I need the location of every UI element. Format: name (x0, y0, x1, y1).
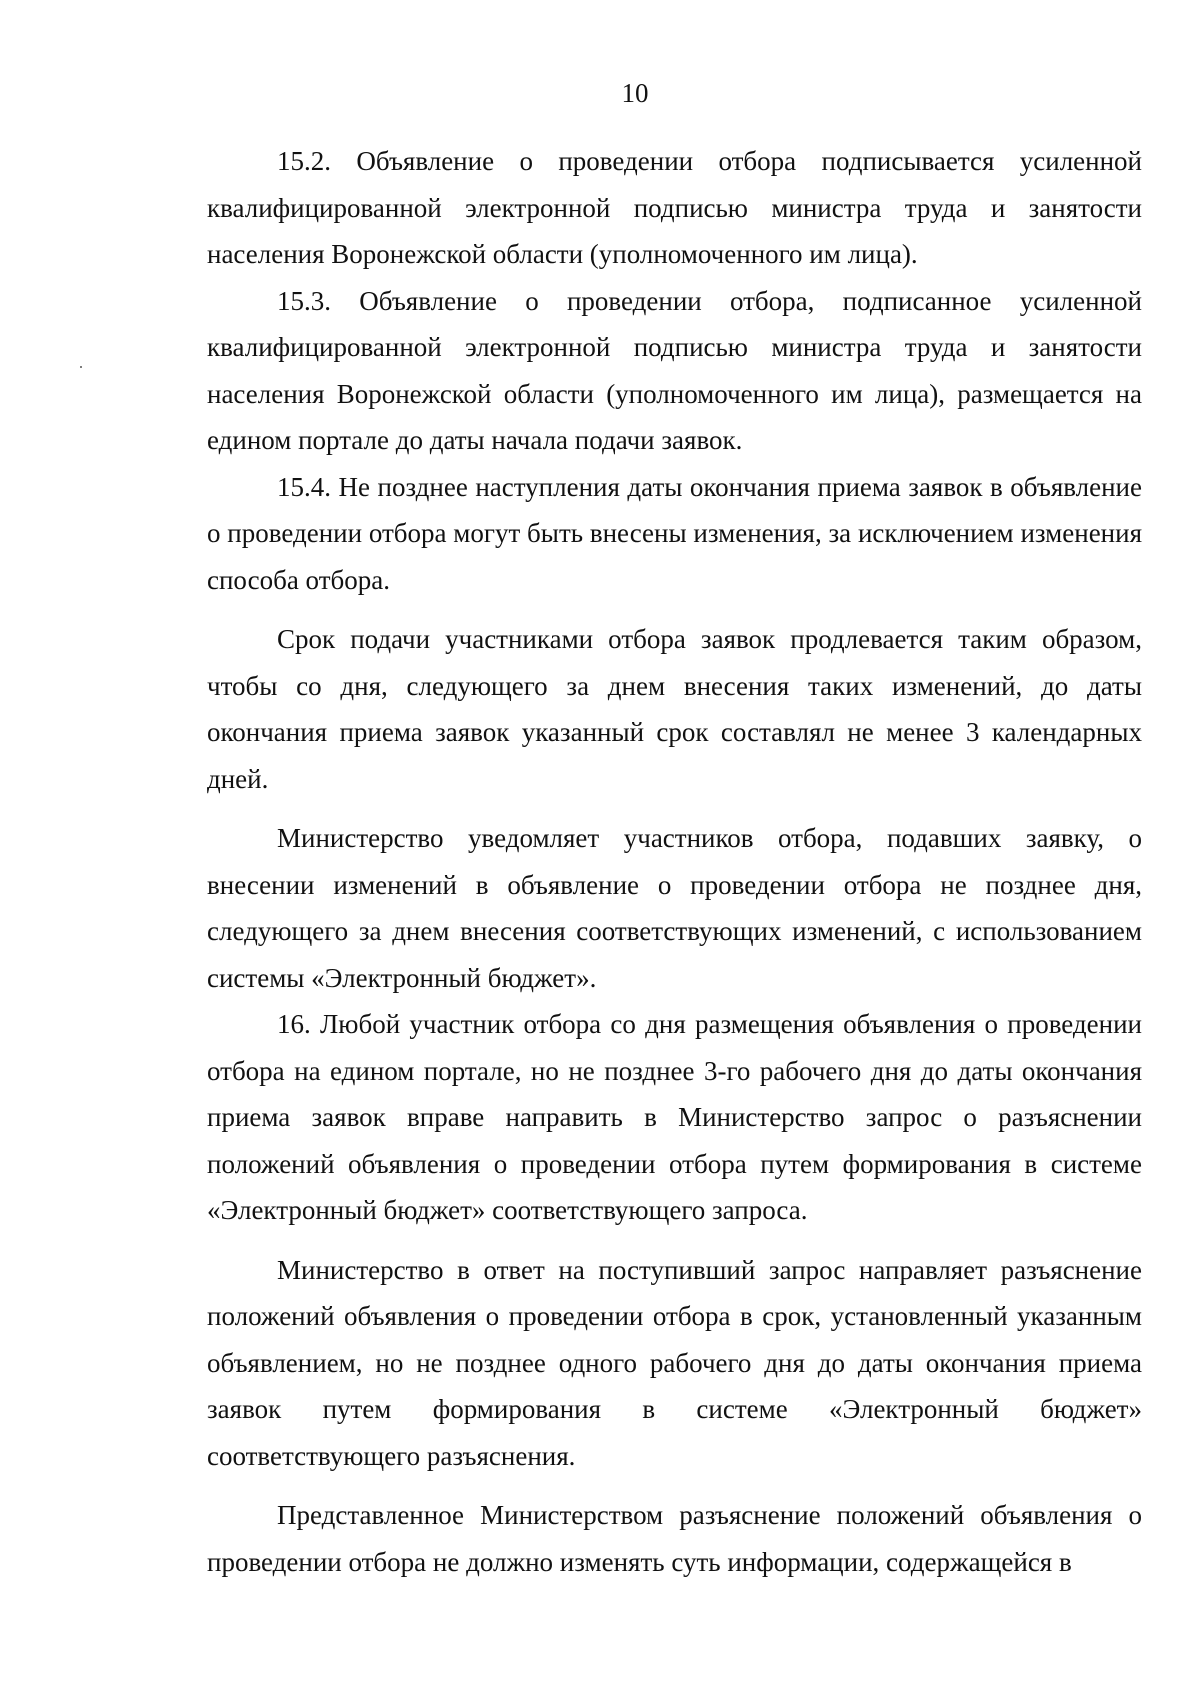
paragraph-15-3: 15.3. Объявление о проведении отбора, подписанное усиленной квалифицированной электронной подписью министра труда и занятости населения Воронежской области (уполномоченного им лица), размещается на едином портале до даты начала подачи заявок. (207, 285, 1142, 455)
paragraph-ministry-notifies: Министерство уведомляет участников отбора, подавших заявку, о внесении изменений в объявление о проведении отбора не позднее дня, следующего за днем внесения соответствующих изменений, с использованием системы «Электронный бюджет». (207, 823, 1142, 993)
page-number: 10 (621, 78, 649, 108)
paragraph-ministry-response: Министерство в ответ на поступивший запрос направляет разъяснение положений объявления о проведении отбора в срок, установленный указанным объявлением, но не позднее одного рабочего дня до даты окончания приема заявок путем формирования в системе «Электронный бюджет» соответствующего разъяснения. (207, 1254, 1142, 1471)
paragraph-15-4: 15.4. Не позднее наступления даты окончания приема заявок в объявление о проведении отбора могут быть внесены изменения, за исключением изменения способа отбора. (207, 471, 1142, 595)
paragraph-16: 16. Любой участник отбора со дня размещения объявления о проведении отбора на едином портале, но не позднее 3-го рабочего дня до даты окончания приема заявок вправе направить в Министерство запрос о разъяснении положений объявления о проведении отбора путем формирования в системе «Электронный бюджет» соответствующего запроса. (207, 1009, 1142, 1225)
scan-speck (80, 366, 82, 368)
document-body (207, 138, 1142, 1585)
paragraph-deadline-extension: Срок подачи участниками отбора заявок продлевается таким образом, чтобы со дня, следующего за днем внесения таких изменений, до даты окончания приема заявок указанный срок составлял не менее 3 календарных дней. (207, 624, 1142, 794)
paragraph-15-2: 15.2. Объявление о проведении отбора подписывается усиленной квалифицированной электронной подписью министра труда и занятости населения Воронежской области (уполномоченного им лица). (207, 146, 1142, 269)
paragraph-clarification: Представленное Министерством разъяснение положений объявления о проведении отбора не должно изменять суть информации, содержащейся в (207, 1500, 1142, 1577)
